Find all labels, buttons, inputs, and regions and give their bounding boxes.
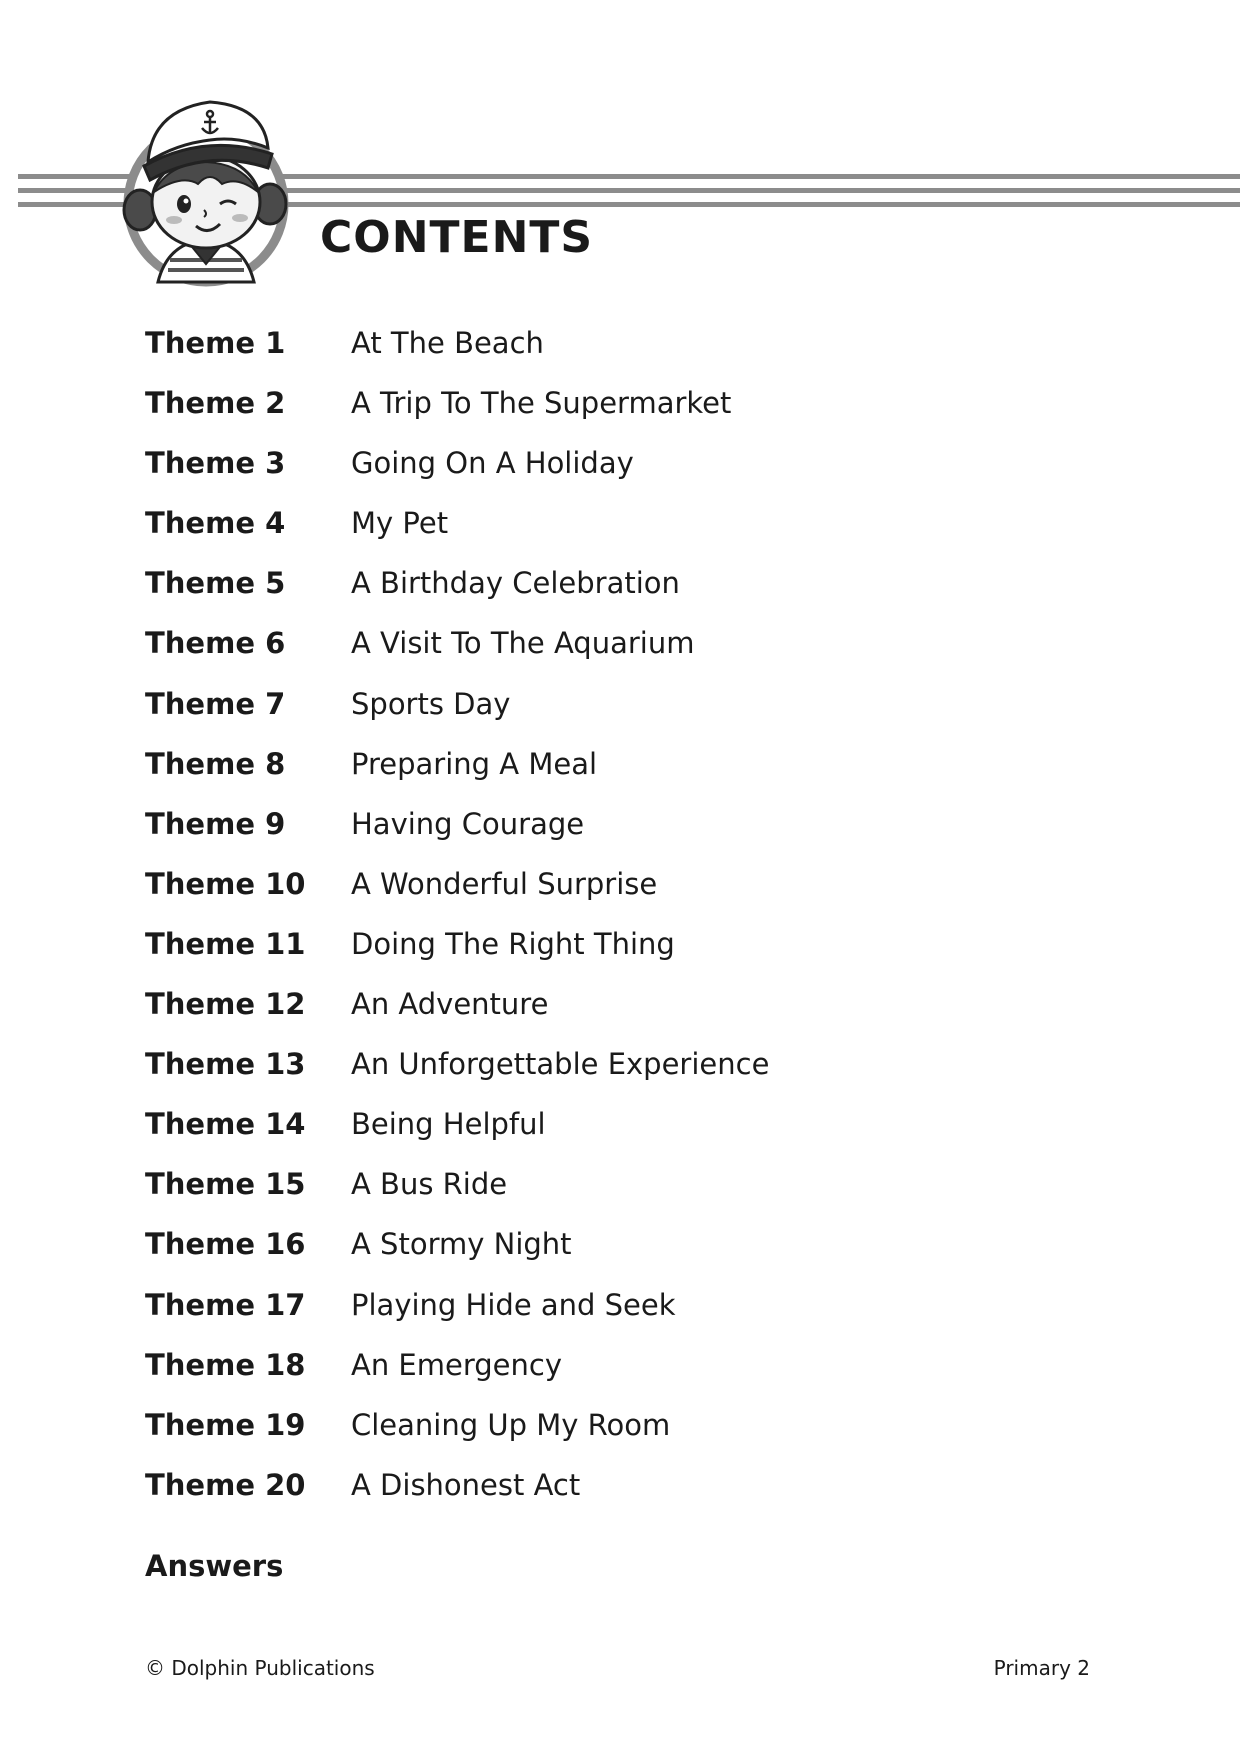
toc-theme-title: At The Beach [351, 326, 544, 360]
toc-theme-title: Playing Hide and Seek [351, 1287, 676, 1322]
toc-row[interactable] [145, 566, 1045, 626]
toc-row[interactable] [145, 1468, 1045, 1528]
toc-theme-number: Theme 12 [145, 987, 306, 1022]
table-of-contents [145, 326, 1045, 1528]
toc-theme-title: A Visit To The Aquarium [351, 626, 695, 661]
toc-theme-title: Preparing A Meal [351, 746, 598, 781]
toc-row[interactable] [145, 326, 1045, 386]
toc-theme-title: Going On A Holiday [351, 446, 634, 481]
toc-theme-number: Theme 4 [145, 506, 286, 541]
toc-row[interactable] [145, 1408, 1045, 1468]
toc-theme-number: Theme 14 [145, 1107, 306, 1142]
toc-theme-title: A Dishonest Act [351, 1467, 581, 1502]
toc-theme-number: Theme 7 [145, 686, 286, 721]
toc-theme-title: Doing The Right Thing [351, 926, 675, 961]
toc-theme-title: A Trip To The Supermarket [351, 386, 732, 421]
toc-theme-number: Theme 2 [145, 386, 286, 421]
footer-publisher: © Dolphin Publications [145, 1656, 375, 1680]
toc-theme-title: Being Helpful [351, 1107, 546, 1142]
footer-level: Primary 2 [993, 1656, 1090, 1680]
toc-theme-number: Theme 19 [145, 1407, 306, 1442]
toc-theme-number: Theme 3 [145, 446, 286, 481]
toc-theme-number: Theme 10 [145, 866, 306, 901]
toc-row[interactable] [145, 927, 1045, 987]
toc-row[interactable] [145, 747, 1045, 807]
toc-row[interactable] [145, 1167, 1045, 1227]
toc-theme-title: A Wonderful Surprise [351, 866, 658, 901]
page-title: CONTENTS [320, 212, 594, 263]
toc-theme-title: An Emergency [351, 1347, 563, 1382]
toc-row[interactable] [145, 506, 1045, 566]
toc-row[interactable] [145, 687, 1045, 747]
toc-theme-title: Sports Day [351, 686, 511, 721]
toc-row[interactable] [145, 1107, 1045, 1167]
toc-row[interactable] [145, 626, 1045, 686]
toc-theme-title: Having Courage [351, 806, 585, 841]
toc-theme-title: A Stormy Night [351, 1227, 572, 1262]
toc-theme-number: Theme 13 [145, 1047, 306, 1082]
toc-row[interactable] [145, 987, 1045, 1047]
toc-row[interactable] [145, 1288, 1045, 1348]
answers-link[interactable]: Answers [145, 1549, 284, 1583]
toc-row[interactable] [145, 1227, 1045, 1287]
toc-row[interactable] [145, 446, 1045, 506]
toc-theme-number: Theme 15 [145, 1167, 306, 1202]
toc-theme-title: My Pet [351, 506, 449, 541]
toc-theme-number: Theme 9 [145, 806, 286, 841]
toc-theme-number: Theme 17 [145, 1287, 306, 1322]
toc-theme-number: Theme 8 [145, 746, 286, 781]
toc-row[interactable] [145, 807, 1045, 867]
toc-theme-number: Theme 20 [145, 1467, 306, 1502]
toc-theme-title: An Adventure [351, 987, 549, 1022]
toc-row[interactable] [145, 386, 1045, 446]
toc-theme-number: Theme 18 [145, 1347, 306, 1382]
toc-theme-title: An Unforgettable Experience [351, 1047, 770, 1082]
toc-theme-title: Cleaning Up My Room [351, 1407, 671, 1442]
toc-row[interactable] [145, 1348, 1045, 1408]
sailor-girl-mascot-icon [118, 92, 308, 292]
toc-row[interactable] [145, 1047, 1045, 1107]
toc-theme-number: Theme 6 [145, 626, 286, 661]
toc-theme-number: Theme 5 [145, 566, 286, 601]
toc-theme-number: Theme 1 [145, 326, 286, 360]
toc-theme-number: Theme 16 [145, 1227, 306, 1262]
toc-theme-title: A Bus Ride [351, 1167, 508, 1202]
toc-row[interactable] [145, 867, 1045, 927]
toc-theme-number: Theme 11 [145, 926, 306, 961]
toc-theme-title: A Birthday Celebration [351, 566, 680, 601]
